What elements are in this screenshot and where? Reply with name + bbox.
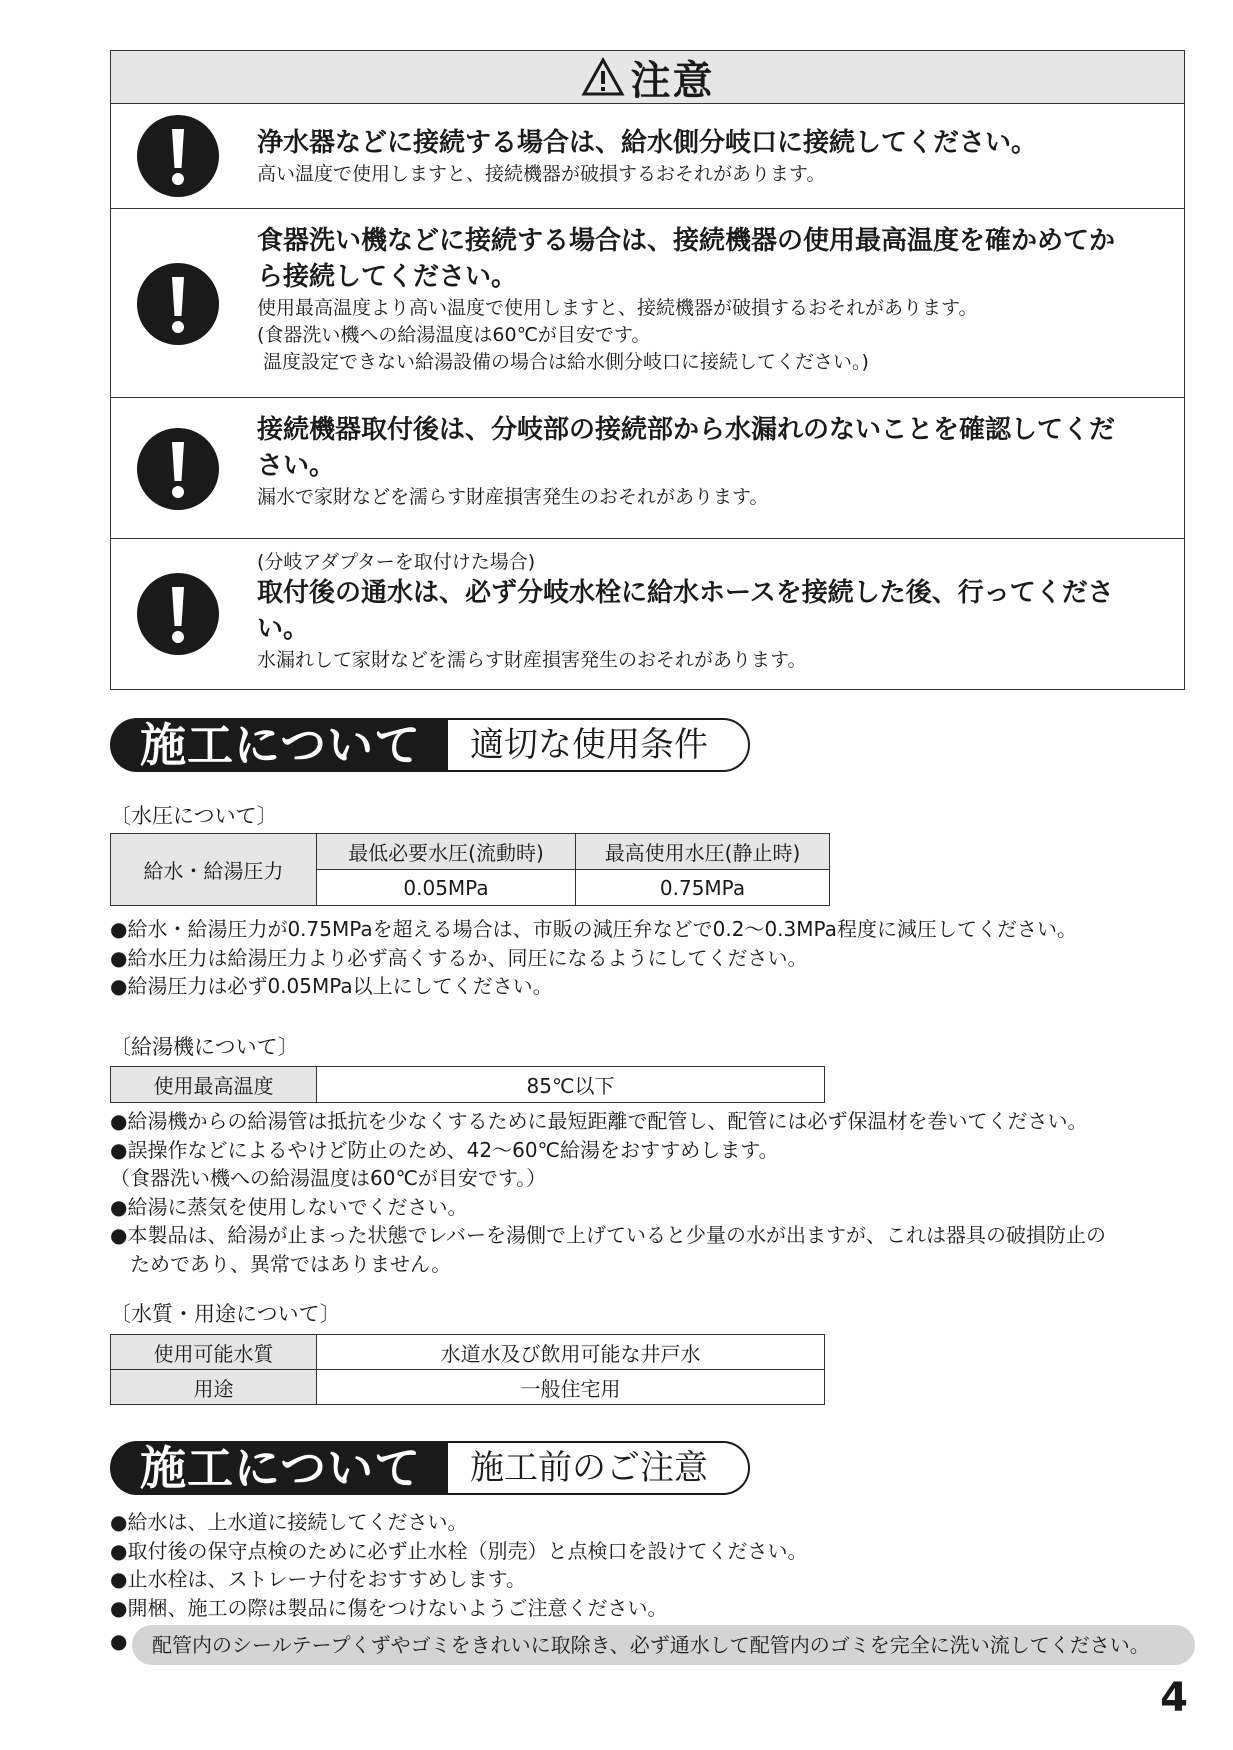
warning-triangle-icon xyxy=(581,57,625,97)
max-temp-value: 85℃以下 xyxy=(317,1067,825,1103)
exclamation-circle-icon xyxy=(137,263,219,345)
caution-body: 温度設定できない給湯設備の場合は給水側分岐口に接続してください。) xyxy=(257,351,869,373)
max-temp-label: 使用最高温度 xyxy=(111,1067,317,1103)
usage-value: 一般住宅用 xyxy=(317,1370,825,1405)
caution-title: 注意 xyxy=(630,57,715,104)
banner-sub: 適切な使用条件 xyxy=(448,718,750,772)
usage-label: 用途 xyxy=(111,1370,317,1405)
note: ●給湯圧力は必ず0.05MPa以上にしてください。 xyxy=(110,974,553,998)
max-pressure-value: 0.75MPa xyxy=(576,870,830,906)
water-heading: 〔水質・用途について〕 xyxy=(110,1302,341,1326)
note: ●給水圧力は給湯圧力より必ず高くするか、同圧になるようにしてください。 xyxy=(110,945,808,970)
section-banner xyxy=(110,1441,750,1495)
water-table xyxy=(110,1334,825,1405)
banner-sub: 施工前のご注意 xyxy=(448,1441,750,1495)
caution-item xyxy=(111,209,1184,398)
pre-install-notes xyxy=(110,1508,807,1622)
caution-item xyxy=(111,539,1184,689)
min-pressure-value: 0.05MPa xyxy=(317,870,576,906)
caution-heading: 浄水器などに接続する場合は、給水側分岐口に接続してください。 xyxy=(257,128,1038,158)
note: （食器洗い機への給湯温度は60℃が目安です。） xyxy=(110,1166,547,1190)
caution-body: 漏水で家財などを濡らす財産損害発生のおそれがあります。 xyxy=(257,486,769,508)
caution-item xyxy=(111,398,1184,539)
caution-box xyxy=(110,50,1185,690)
caution-body: (食器洗い機への給湯温度は60℃が目安です。 xyxy=(257,324,651,346)
note: ●給水・給湯圧力が0.75MPaを超える場合は、市販の減圧弁などで0.2～0.3MPa程度に減圧してください。 xyxy=(110,917,1077,941)
note: ●給湯に蒸気を使用しないでください。 xyxy=(110,1194,468,1219)
water-quality-value: 水道水及び飲用可能な井戸水 xyxy=(317,1335,825,1370)
pressure-row-label: 給水・給湯圧力 xyxy=(111,834,317,906)
col-header: 最高使用水圧(静止時) xyxy=(576,834,830,870)
banner-main: 施工について xyxy=(110,718,448,772)
exclamation-circle-icon xyxy=(137,115,219,197)
caution-header xyxy=(111,51,1184,104)
note: ●本製品は、給湯が止まった状態でレバーを湯側で上げていると少量の水が出ますが、これは器具の破損防止の xyxy=(110,1223,1107,1247)
heater-table xyxy=(110,1066,825,1103)
highlight-text: 配管内のシールテープくずやゴミをきれいに取除き、必ず通水して配管内のゴミを完全に洗い流してください。 xyxy=(132,1625,1195,1665)
note: ●誤操作などによるやけど防止のため、42～60℃給湯をおすすめします。 xyxy=(110,1137,779,1162)
pressure-heading: 〔水圧について〕 xyxy=(110,804,278,828)
note: ためであり、異常ではありません。 xyxy=(130,1251,452,1276)
heater-notes xyxy=(110,1107,1106,1278)
caution-heading: 接続機器取付後は、分岐部の接続部から水漏れのないことを確認してください。 xyxy=(257,415,1116,481)
exclamation-circle-icon xyxy=(137,428,219,510)
note: ●開梱、施工の際は製品に傷をつけないようご注意ください。 xyxy=(110,1595,668,1620)
page-number: 4 xyxy=(1160,1675,1188,1721)
caution-body: 使用最高温度より高い温度で使用しますと、接続機器が破損するおそれがあります。 xyxy=(257,297,978,319)
caution-body: 高い温度で使用しますと、接続機器が破損するおそれがあります。 xyxy=(257,163,826,185)
caution-condition: (分岐アダプターを取付けた場合) xyxy=(257,551,536,573)
note: ●止水栓は、ストレーナ付をおすすめします。 xyxy=(110,1567,527,1591)
note: ●給湯機からの給湯管は抵抗を少なくするために最短距離で配管し、配管には必ず保温材を巻いてください。 xyxy=(110,1109,1088,1133)
pressure-table xyxy=(110,833,830,906)
water-quality-label: 使用可能水質 xyxy=(111,1335,317,1370)
banner-main: 施工について xyxy=(110,1441,448,1495)
col-header: 最低必要水圧(流動時) xyxy=(317,834,576,870)
caution-body: 水漏れして家財などを濡らす財産損害発生のおそれがあります。 xyxy=(257,649,807,671)
caution-item xyxy=(111,103,1184,209)
caution-heading: 食器洗い機などに接続する場合は、接続機器の使用最高温度を確かめてから接続してください。 xyxy=(257,226,1116,292)
heater-heading: 〔給湯機について〕 xyxy=(110,1035,299,1059)
section-banner xyxy=(110,718,750,772)
note: ●取付後の保守点検のために必ず止水栓（別売）と点検口を設けてください。 xyxy=(110,1538,808,1563)
highlight-note xyxy=(110,1625,1195,1665)
bullet: ● xyxy=(110,1629,128,1653)
caution-heading: 取付後の通水は、必ず分岐水栓に給水ホースを接続した後、行ってください。 xyxy=(257,578,1114,644)
note: ●給水は、上水道に接続してください。 xyxy=(110,1510,468,1534)
pressure-notes xyxy=(110,915,1077,1001)
exclamation-circle-icon xyxy=(137,573,219,655)
